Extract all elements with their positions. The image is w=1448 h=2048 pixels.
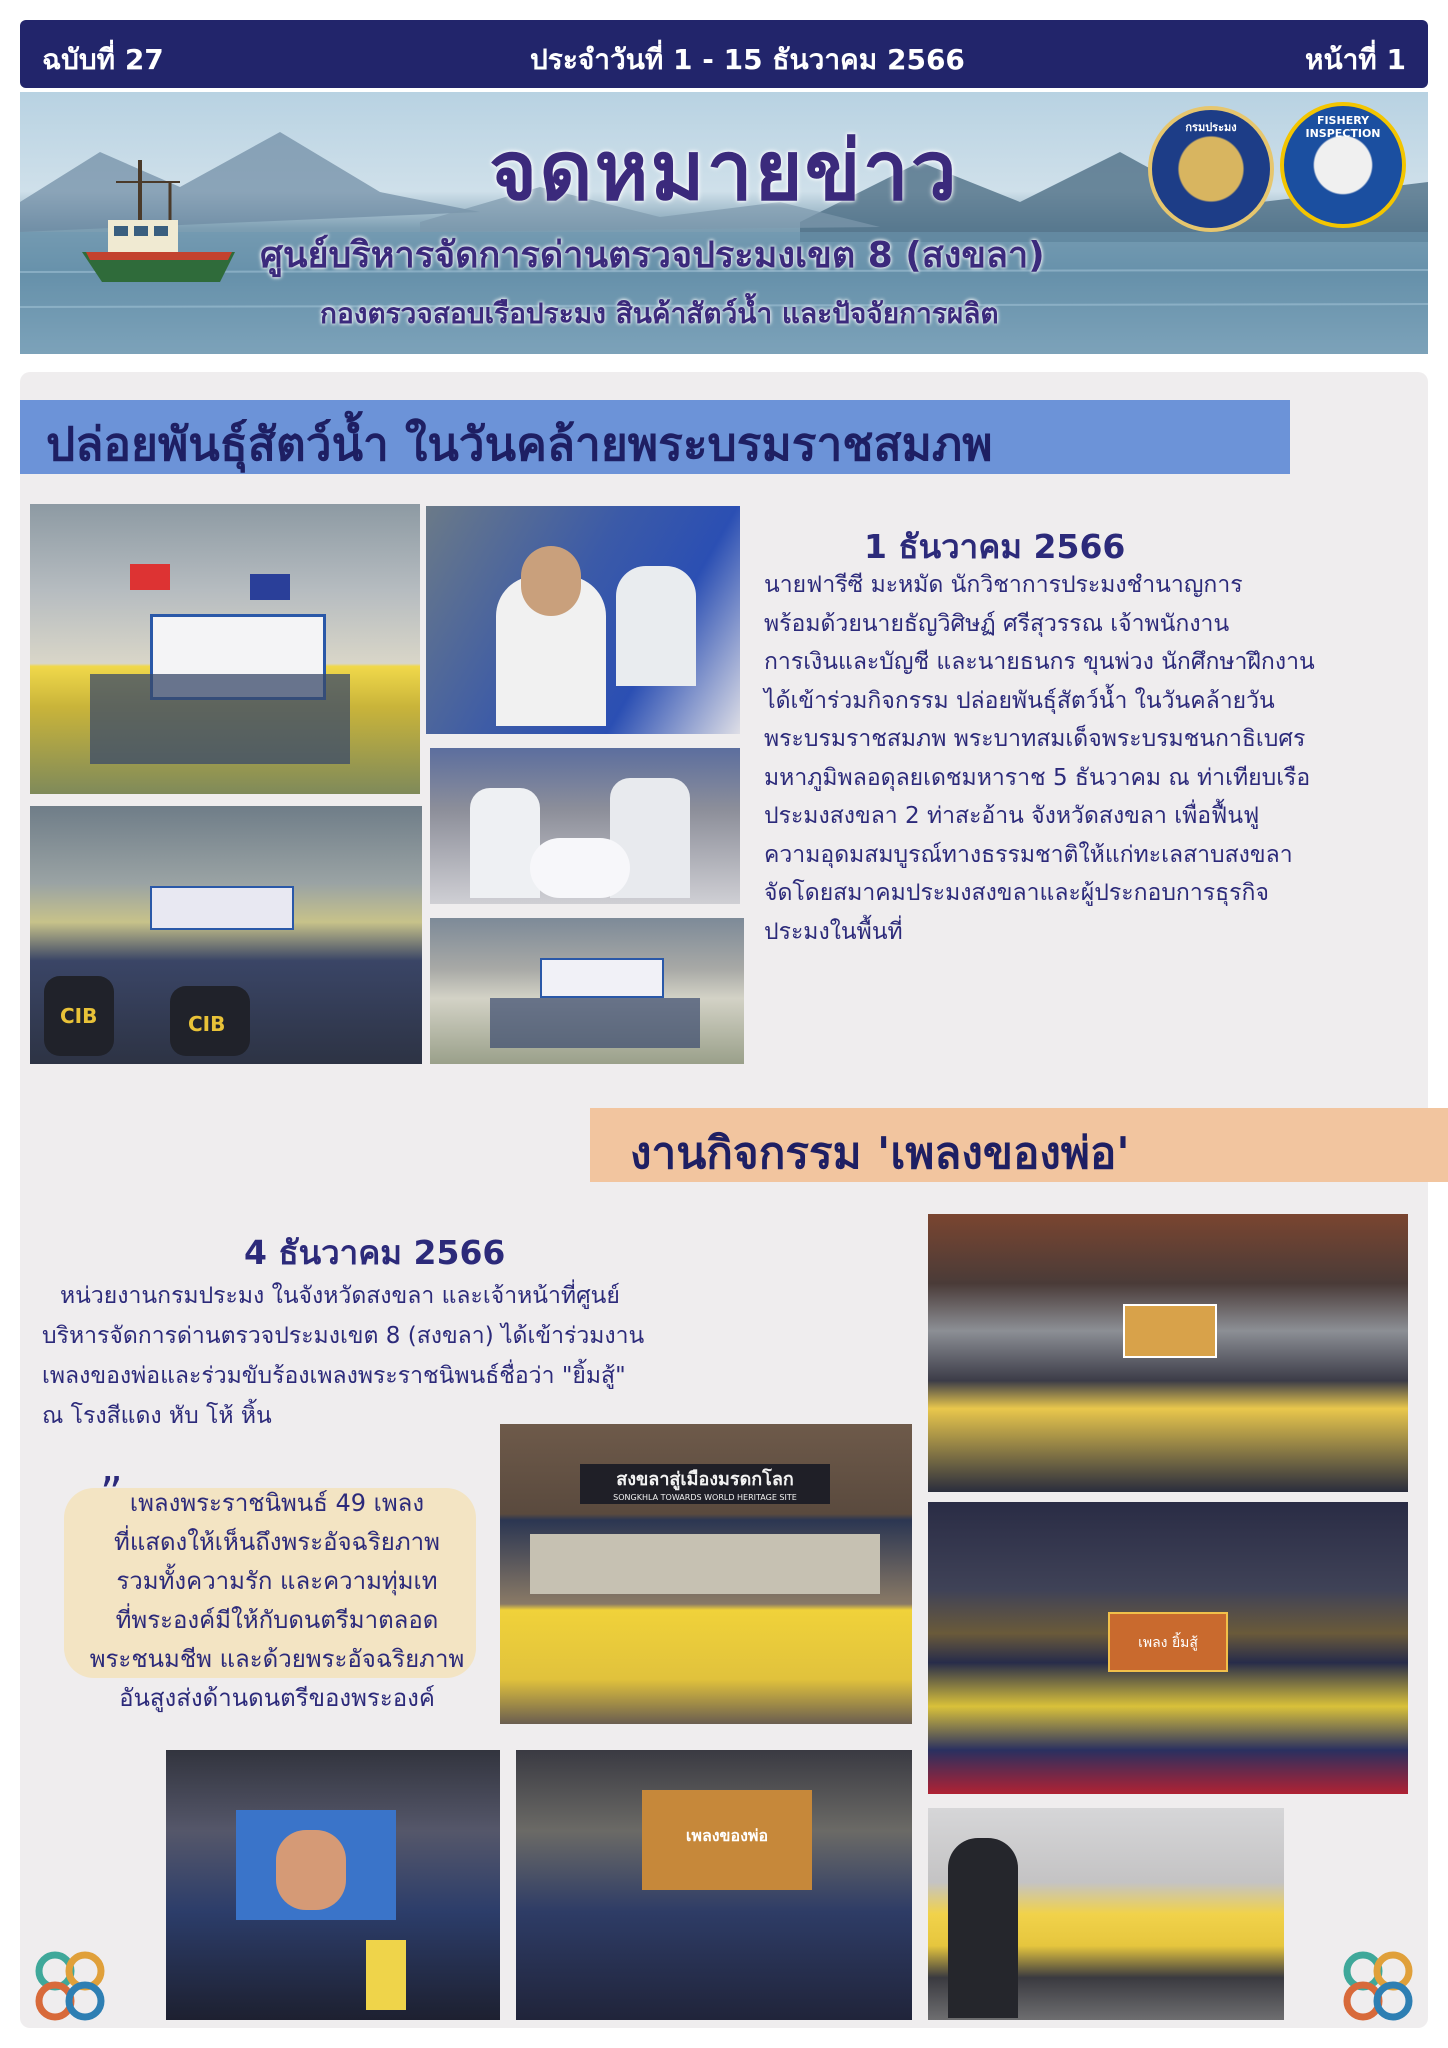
issue-number: ฉบับที่ 27	[42, 43, 164, 76]
article2-heading: งานกิจกรรม 'เพลงของพ่อ'	[630, 1128, 1130, 1179]
photo-music-performance	[516, 1750, 912, 2020]
fishery-inspection-logo: FISHERY INSPECTION	[1280, 102, 1406, 228]
photo-rehearsal-room	[928, 1808, 1284, 2020]
cib-vest-label: CIB	[60, 1004, 98, 1028]
photo-world-heritage-sign	[500, 1424, 912, 1724]
photo-ceremony-audience	[30, 806, 422, 1064]
photo-singing-stage	[928, 1502, 1408, 1794]
article1-body: นายฟารีซี มะหมัด นักวิชาการประมงชำนาญการ พร้อมด้วยนายธัญวิศิษฏ์ ศรีสุวรรณ เจ้าพนักงาน การเงินและบัญชี และนายธนกร ขุนพ่วง นักศึกษาฝึกงาน ได้เข้าร่วมกิจกรรม ปล่อยพันธุ์สัตว์น้ำ ในวันคล้ายวัน พระบรมราชสมภพ พระบาทสมเด็จพระบรมชนกาธิเบศร มหาภูมิพลอดุลยเดชมหาราช 5 ธันวาคม ณ ท่าเทียบเรือ ประมงสงขลา 2 ท่าสะอ้าน จังหวัดสงขลา เพื่อฟื้นฟู ความอุดมสมบูรณ์ทางธรรมชาติให้แก่ทะเลสาบสงขลา จัดโดยสมาคมประมงสงขลาและผู้ประกอบการธุรกิจ ประมงในพื้นที่	[764, 572, 1315, 945]
photo-speaker-podium	[166, 1750, 500, 2020]
article1-heading-band	[20, 400, 1290, 474]
masthead	[20, 92, 1428, 354]
newsletter-subtitle: ศูนย์บริหารจัดการด่านตรวจประมงเขต 8 (สงขลา)	[260, 235, 1045, 276]
photo-seated-audience	[426, 506, 740, 734]
knot-ornament-icon	[1338, 1946, 1418, 2026]
photo-hall-group	[928, 1214, 1408, 1492]
department-of-fisheries-logo: กรมประมง	[1148, 106, 1274, 232]
photo-release-bags	[430, 748, 740, 904]
article1-date: 1 ธันวาคม 2566	[864, 527, 1126, 566]
cib-vest-label: CIB	[188, 1012, 226, 1036]
knot-ornament-icon	[30, 1946, 110, 2026]
header-bar	[20, 20, 1428, 88]
quote-text: เพลงพระราชนิพนธ์ 49 เพลง ที่แสดงให้เห็นถึงพระอัจฉริยภาพ รวมทั้งความรัก และความทุ่มเท ที่พระองค์มีให้กับดนตรีมาตลอด พระชนมชีพ และด้วยพระอัจฉริยภาพ อันสูงส่งด้านดนตรีของพระองค์	[89, 1489, 465, 1712]
performance-screen-text: เพลงของพ่อ	[642, 1790, 812, 1890]
photo-group-portrait	[30, 504, 420, 794]
newsletter-department: กองตรวจสอบเรือประมง สินค้าสัตว์น้ำ และปัจจัยการผลิต	[320, 297, 999, 330]
date-range: ประจำวันที่ 1 - 15 ธันวาคม 2566	[530, 43, 965, 76]
article2-date: 4 ธันวาคม 2566	[244, 1233, 506, 1272]
article2-heading-band	[590, 1108, 1448, 1182]
newsletter-title: จดหมายข่าว	[489, 124, 959, 219]
stage-screen-text: เพลง ยิ้มสู้	[1108, 1612, 1228, 1672]
heritage-sign-text: สงขลาสู่เมืองมรดกโลก	[616, 1469, 794, 1490]
article2-body: หน่วยงานกรมประมง ในจังหวัดสงขลา และเจ้าหน้าที่ศูนย์ บริหารจัดการด่านตรวจประมงเขต 8 (สงขลา) ได้เข้าร่วมงาน เพลงของพ่อและร่วมขับร้องเพลงพระราชนิพนธ์ชื่อว่า "ยิ้มสู้" ณ โรงสีแดง หับ โห้ หิ้น	[42, 1283, 645, 1429]
article1-heading: ปล่อยพันธุ์สัตว์น้ำ ในวันคล้ายพระบรมราชสมภพ	[46, 417, 993, 471]
photo-stage-group	[430, 918, 744, 1064]
quote-mark: ”	[100, 1468, 123, 1519]
page-number: หน้าที่ 1	[1304, 43, 1406, 76]
heritage-sign-text-en: SONGKHLA TOWARDS WORLD HERITAGE SITE	[613, 1493, 797, 1502]
